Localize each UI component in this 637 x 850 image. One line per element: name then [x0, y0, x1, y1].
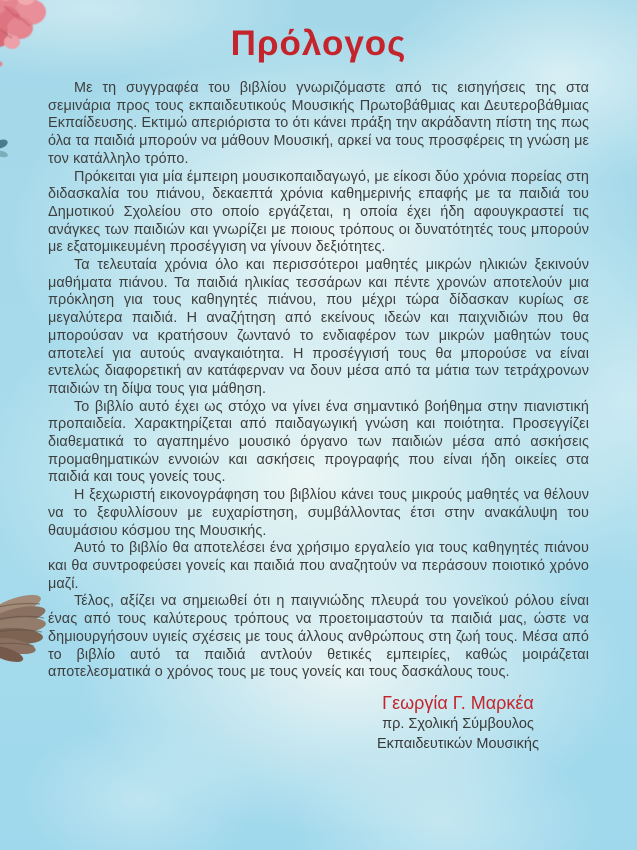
paragraph-3: Τα τελευταία χρόνια όλο και περισσότεροι μαθητές μικρών ηλικιών ξεκινούν μαθήματα πιάνου. Τα παιδιά ηλικίας τεσσάρων και πέντε χρονών αποτελούν μια πρόκληση για τους καθηγητές πιάνου, που μέχρι τώρα δίδασκαν κυρίως σε μεγαλύτερα παιδιά. Η αναζήτηση από εκείνους ιδεών και παιχνιδιών που θα μπορούσαν να κρατήσουν ζωντανό το ενδιαφέρον των μικρών μαθητών τους αποτελεί για αυτούς αναγκαιότητα. Η προσέγγισή τους θα μπορούσε να είναι εντελώς διαφορετική αν κατάφερναν να δουν μέσα από τα μάτια των τετράχρονων παιδιών τη δίψα τους για μάθηση.: [48, 257, 589, 397]
paragraph-5: Η ξεχωριστή εικονογράφηση του βιβλίου κάνει τους μικρούς μαθητές να θέλουν να το ξεφυλλίσουν με ευχαρίστηση, συμβάλλοντας έτσι στην ανακάλυψη του θαυμάσιου κόσμου της Μουσικής.: [48, 487, 589, 539]
page-content: [48, 24, 589, 754]
author-role-line2: Εκπαιδευτικών Μουσικής: [377, 735, 539, 752]
paragraph-4: Το βιβλίο αυτό έχει ως στόχο να γίνει ένα σημαντικό βοήθημα στην πιανιστική προπαιδεία. Χαρακτηρίζεται από παιδαγωγική γνώση και ποιότητα. Προσεγγίζει διαθεματικά το αγαπημένο μουσικό όργανο των παιδιών μέσα από ασκήσεις προμαθηματικών εννοιών και ασκήσεις προγραφής που είναι ήδη οικείες στα παιδιά και τους γονείς τους.: [48, 398, 589, 486]
author-name: Γεωργία Γ. Μαρκέα: [382, 692, 534, 713]
paragraph-6: Αυτό το βιβλίο θα αποτελέσει ένα χρήσιμο εργαλείο για τους καθηγητές πιάνου και θα συντροφεύσει γονείς και παιδιά που αναζητούν να περάσουν ποιοτικό χρόνο μαζί.: [48, 540, 589, 592]
signature-block: [323, 692, 593, 754]
paragraph-1: Με τη συγγραφέα του βιβλίου γνωριζόμαστε από τις εισηγήσεις της στα σεμινάρια προς τους εκπαιδευτικούς Μουσικής Πρωτοβάθμιας και Δευτεροβάθμιας Εκπαίδευσης. Εκτιμώ απεριόριστα το ότι κάνει πράξη την ακράδαντη πίστη της πως όλα τα παιδιά μπορούν να μάθουν Μουσική, αρκεί να τους προσφέρεις τη γνώση με τον κατάλληλο τρόπο.: [48, 80, 589, 167]
prologue-body: [48, 80, 589, 682]
brown-wing-icon: [0, 592, 52, 664]
paragraph-2: Πρόκειται για μία έμπειρη μουσικοπαιδαγωγό, με είκοσι δύο χρόνια πορείας στη διδασκαλία του πιάνου, δεκαεπτά χρόνια καθημερινής επαφής με τα παιδιά του Δημοτικού Σχολείου στο οποίο εργάζεται, η οποία έχει ήδη αφουγκραστεί τις ανάγκες των παιδιών και γνωρίζει με ποιους τρόπους οι δυνατότητές τους μπορούν με εξατομικευμένη προσέγγιση να γίνουν δεξιότητες.: [48, 168, 589, 256]
author-role-line1: πρ. Σχολική Σύμβουλος: [382, 715, 534, 732]
paragraph-7: Τέλος, αξίζει να σημειωθεί ότι η παιγνιώδης πλευρά του γονεϊκού ρόλου είναι ένας από τους καλύτερους τρόπους να προετοιμαστούν τα παιδιά μας, ώστε να δημιουργήσουν υγιείς σχέσεις με τους άλλους ανθρώπους στη ζωή τους. Μέσα από το βιβλίο αυτό τα παιδιά αντλούν θετικές εμπειρίες, καθώς μοιράζεται αποτελεσματικά ο χρόνος τους με τους γονείς και τους δασκάλους τους.: [48, 593, 589, 681]
teal-leaf-smudge-icon: [0, 136, 14, 162]
page-title: Πρόλογος: [230, 24, 407, 63]
